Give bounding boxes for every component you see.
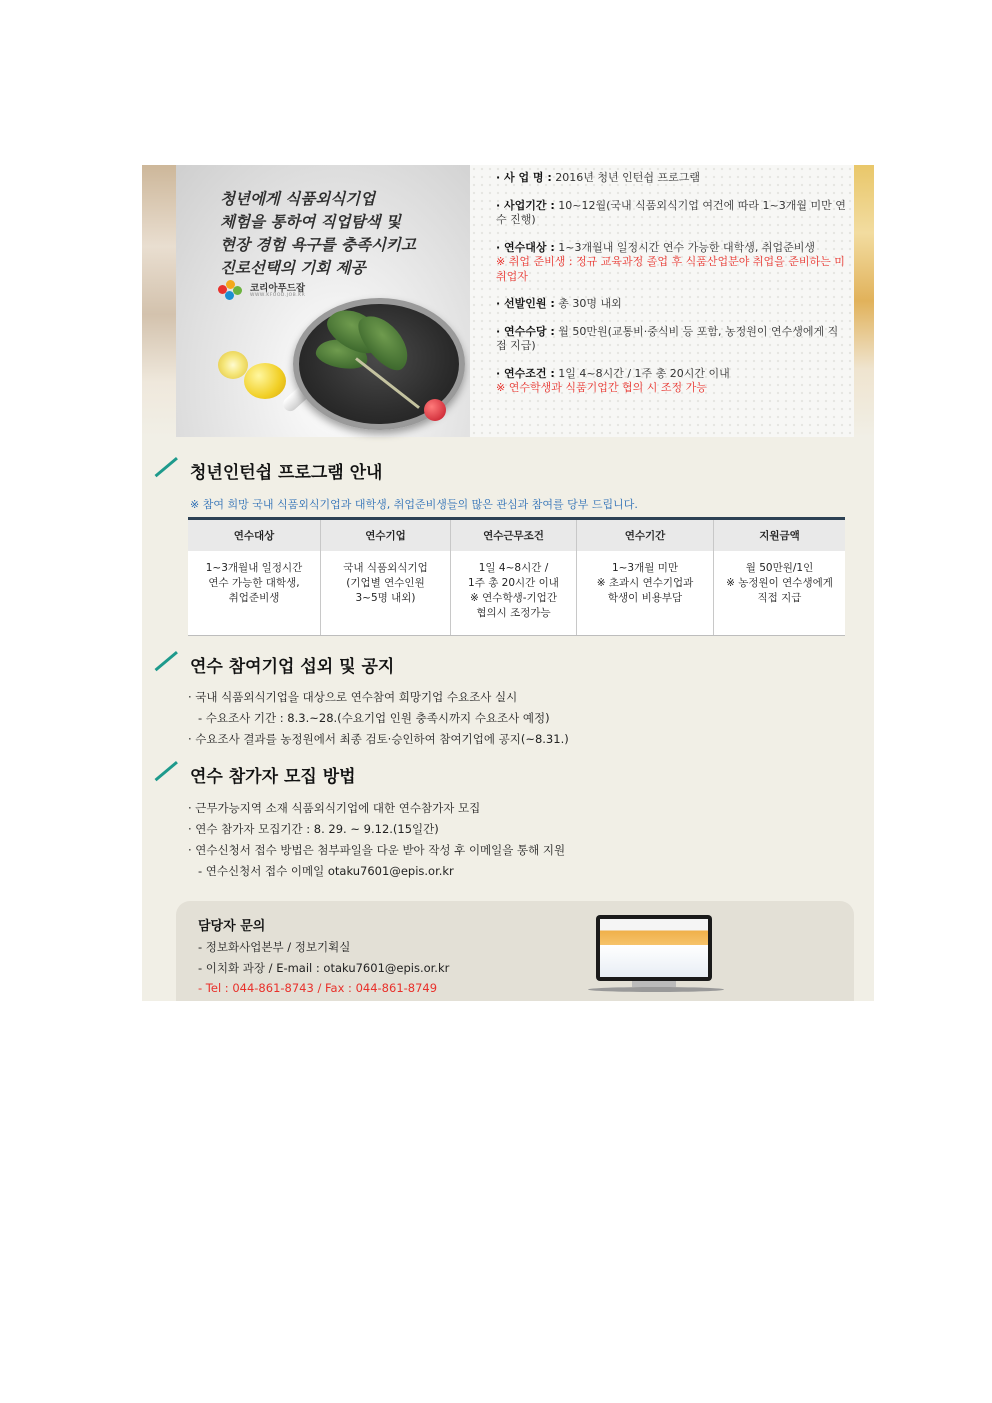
lemon-image — [244, 363, 286, 399]
summary-list — [496, 171, 846, 409]
list-item: · 연수신청서 접수 방법은 첨부파일을 다운 받아 작성 후 이메일을 통해 지원 — [188, 843, 566, 857]
table-cell: 1~3개월내 일정시간 연수 가능한 대학생, 취업준비생 — [188, 551, 321, 636]
poster — [142, 165, 874, 1001]
list-item: · 수요조사 결과를 농정원에서 최종 검토·승인하여 참여기업에 공지(~8.31.) — [188, 732, 569, 746]
radish-image — [424, 399, 446, 421]
table-header: 연수근무조건 — [451, 519, 577, 552]
recruit-section — [176, 765, 356, 789]
section-title: 연수 참가자 모집 방법 — [176, 765, 356, 789]
summary-item: · 연수대상 : 1~3개월내 일정시간 연수 가능한 대학생, 취업준비생 ※ 취업 준비생 : 정규 교육과정 졸업 후 식품산업분야 취업을 준비하는 미취업자 — [496, 240, 845, 283]
logo-name: 코리아푸드잡 — [250, 283, 306, 294]
slash-icon — [155, 761, 178, 781]
contact-phone: - Tel : 044-861-8743 / Fax : 044-861-8749 — [198, 981, 438, 995]
hero-image-panel — [176, 165, 470, 437]
tagline-line: 진로선택의 기회 제공 — [220, 258, 366, 277]
list-item: - 수요조사 기간 : 8.3.~28.(수요기업 인원 충족시까지 수요조사 예정) — [198, 711, 550, 725]
logo-icon — [218, 280, 242, 300]
summary-item: · 선발인원 : 총 30명 내외 — [496, 297, 622, 310]
contact-title: 담당자 문의 — [198, 919, 266, 934]
decor-strip-right — [854, 165, 874, 437]
program-summary — [470, 165, 854, 437]
summary-note: ※ 연수학생과 식품기업간 협의 시 조정 가능 — [496, 381, 707, 394]
table-header: 연수기업 — [321, 519, 451, 552]
list-item: · 연수 참가자 모집기간 : 8. 29. ~ 9.12.(15일간) — [188, 822, 439, 836]
lemon-slice-image — [218, 351, 248, 379]
recruit-list — [188, 798, 565, 882]
tagline-line: 현장 경험 욕구를 충족시키고 — [220, 235, 416, 254]
contact-person: - 이치화 과장 / E-mail : otaku7601@epis.or.kr — [198, 961, 450, 975]
table-header-row — [188, 519, 845, 552]
monitor-screen — [596, 915, 712, 981]
table-row — [188, 551, 845, 636]
contact-box — [176, 901, 854, 1001]
slash-icon — [155, 651, 178, 671]
summary-item: · 사업기간 : 10~12월(국내 식품외식기업 여건에 따라 1~3개월 미만 연수 진행) — [496, 198, 846, 226]
program-note: ※ 참여 희망 국내 식품외식기업과 대학생, 취업준비생들의 많은 관심과 참여를 당부 드립니다. — [190, 498, 638, 511]
monitor-image — [596, 915, 720, 995]
tagline-line: 체험을 통하여 직업탐색 및 — [220, 212, 401, 231]
list-item: - 연수신청서 접수 이메일 otaku7601@epis.or.kr — [198, 864, 454, 878]
summary-item: · 연수조건 : 1일 4~8시간 / 1주 총 20시간 이내 ※ 연수학생과 식품기업간 협의 시 조정 가능 — [496, 366, 730, 394]
hero-tagline — [220, 187, 416, 279]
table-header: 연수대상 — [188, 519, 321, 552]
section-title: 연수 참여기업 섭외 및 공지 — [176, 655, 394, 679]
list-item: · 근무가능지역 소재 식품외식기업에 대한 연수참가자 모집 — [188, 801, 481, 815]
table-header: 연수기간 — [577, 519, 714, 552]
program-table — [188, 517, 845, 636]
contact-dept: - 정보화사업본부 / 정보기획실 — [198, 940, 351, 954]
list-item: · 국내 식품외식기업을 대상으로 연수참여 희망기업 수요조사 실시 — [188, 690, 518, 704]
program-section — [176, 461, 382, 485]
logo-url: WWW.KFOOD.JOB.KR — [250, 293, 306, 298]
table-cell: 1~3개월 미만 ※ 초과시 연수기업과 학생이 비용부담 — [577, 551, 714, 636]
hero-banner — [176, 165, 854, 437]
summary-note: ※ 취업 준비생 : 정규 교육과정 졸업 후 식품산업분야 취업을 준비하는 미취업자 — [496, 255, 845, 283]
table-cell: 국내 식품외식기업 (기업별 연수인원 3~5명 내외) — [321, 551, 451, 636]
table-header: 지원금액 — [714, 519, 846, 552]
companies-list — [188, 687, 569, 750]
table-cell: 월 50만원/1인 ※ 농정원이 연수생에게 직접 지급 — [714, 551, 846, 636]
summary-item: · 연수수당 : 월 50만원(교통비·중식비 등 포함, 농정원이 연수생에게 직접 지급) — [496, 324, 839, 352]
tagline-line: 청년에게 식품외식기업 — [220, 189, 376, 208]
slash-icon — [155, 457, 178, 477]
decor-strip-left — [142, 165, 176, 437]
summary-item: · 사 업 명 : 2016년 청년 인턴쉽 프로그램 — [496, 171, 701, 184]
section-title: 청년인턴쉽 프로그램 안내 — [176, 461, 382, 485]
companies-section — [176, 655, 394, 679]
table-cell: 1일 4~8시간 / 1주 총 20시간 이내 ※ 연수학생-기업간 협의시 조정가능 — [451, 551, 577, 636]
